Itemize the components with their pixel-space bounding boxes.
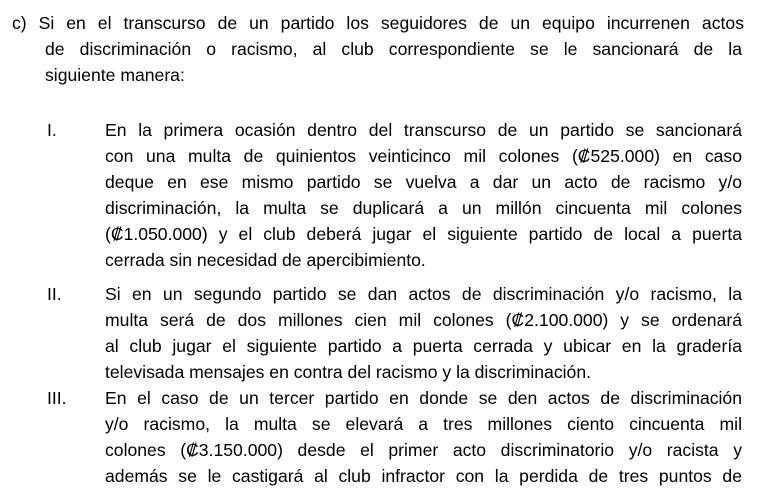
item-i-line-6: cerrada sin necesidad de apercibimiento.: [105, 250, 426, 270]
item-iii-line-3: colones (₡3.150.000) desde el primer acto discriminatorio y/o racista y: [105, 440, 742, 460]
section-c-line-3: siguiente manera:: [45, 65, 185, 85]
item-i-numeral: I.: [47, 120, 57, 140]
section-c-line-1: c) Si en el transcurso de un partido los seguidores de un equipo incurrenen actos: [12, 13, 744, 33]
item-iii-line-4: además se le castigará al club infractor con la perdida de tres puntos de: [105, 466, 742, 486]
item-i-line-1: En la primera ocasión dentro del transcurso de un partido se sancionará: [105, 120, 742, 140]
item-iii-line-1: En el caso de un tercer partido en donde se den actos de discriminación: [105, 388, 742, 408]
item-i-line-2: con una multa de quinientos veinticinco mil colones (₡525.000) en caso: [105, 146, 742, 166]
section-c-line-2: de discriminación o racismo, al club correspondiente se le sancionará de la: [45, 39, 742, 59]
item-ii-line-3: al club jugar el siguiente partido a puerta cerrada y ubicar en la gradería: [105, 336, 742, 356]
item-ii-line-4: televisada mensajes en contra del racismo y la discriminación.: [105, 362, 592, 382]
item-ii-line-1: Si en un segundo partido se dan actos de discriminación y/o racismo, la: [105, 284, 742, 304]
item-i-line-4: discriminación, la multa se duplicará a un millón cincuenta mil colones: [105, 198, 742, 218]
item-iii-line-2: y/o racismo, la multa se elevará a tres millones ciento cincuenta mil: [105, 414, 742, 434]
item-ii-numeral: II.: [47, 284, 62, 304]
item-i-line-5: (₡1.050.000) y el club deberá jugar el siguiente partido de local a puerta: [105, 224, 742, 244]
item-iii-numeral: III.: [47, 388, 67, 408]
item-ii-line-2: multa será de dos millones cien mil colones (₡2.100.000) y se ordenará: [105, 310, 742, 330]
item-i-line-3: deque en ese mismo partido se vuelva a dar un acto de racismo y/o: [105, 172, 742, 192]
